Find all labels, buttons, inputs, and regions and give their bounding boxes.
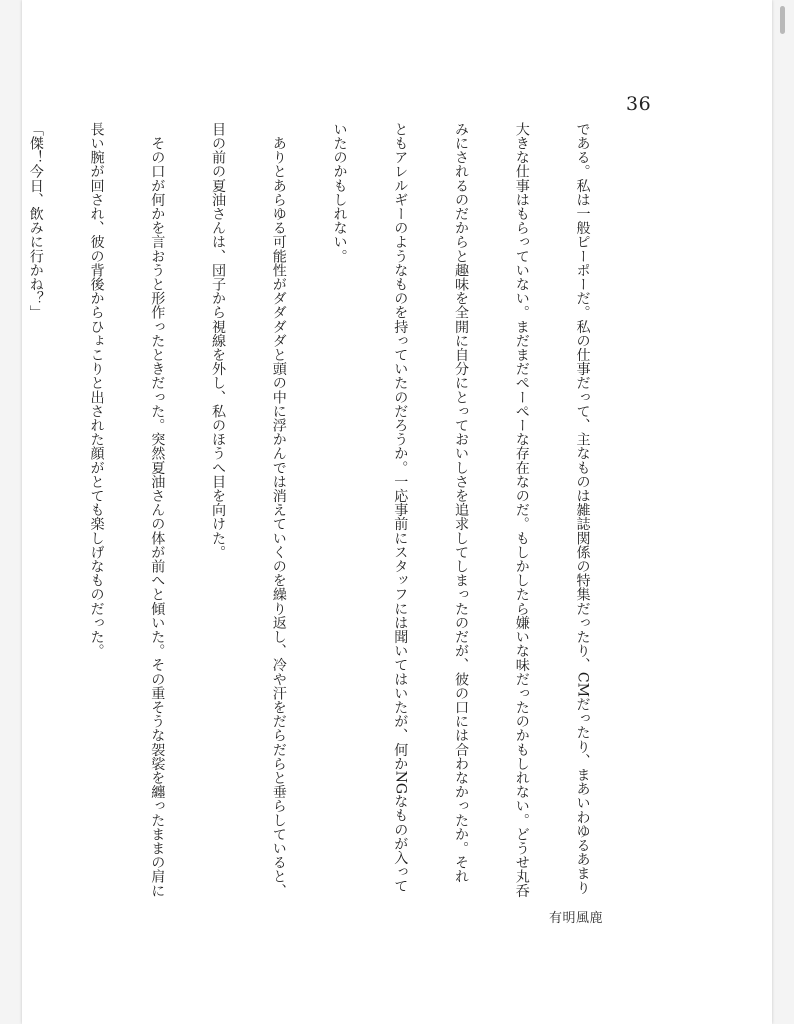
text-line: 大きな仕事はもらっていない。まだまだぺーぺーな存在なのだ。もしかしたら嫌いな味だったのかもしれない。どうせ丸呑 <box>513 122 530 898</box>
scrollbar[interactable] <box>780 0 786 1024</box>
author-name: 有明風鹿 <box>549 911 604 926</box>
text-line: いたのかもしれない。 <box>331 122 348 263</box>
text-line: みにされるのだからと趣味を全開に自分にとっておいしさを追求してしまったのだが、彼の口には合わなかったか。それ <box>453 122 469 884</box>
text-line: 長い腕が回され、彼の背後からひょこりと出された顔がとても楽しげなものだった。 <box>88 122 105 658</box>
page-number: 36 <box>626 93 652 115</box>
vertical-body-text <box>27 122 633 902</box>
text-line: ともアレルギーのようなものを持っていたのだろうか。一応事前にスタッフには聞いてはいたが、何かNGなものが入って <box>392 122 409 893</box>
text-line: である。私は一般ピーポーだ。私の仕事だって、主なものは雑誌関係の特集だったり、CMだったり、まあいわゆるあまり <box>574 122 591 895</box>
text-line: その口が何かを言おうと形作ったときだった。突然夏油さんの体が前へと傾いた。その重そうな袈裟を纏ったままの肩に <box>149 122 166 898</box>
text-line: 目の前の夏油さんは、団子から視線を外し、私のほうへ目を向けた。 <box>210 122 226 560</box>
book-page <box>22 0 772 1024</box>
text-line: ありとあらゆる可能性がダダダダと頭の中に浮かんでは消えていくのを繰り返し、冷や汗をだらだらと垂らしていると、 <box>270 122 287 898</box>
scrollbar-thumb[interactable] <box>780 6 785 34</box>
dialogue-line: 「傑！今日、飲みに行かね？」 <box>27 122 44 320</box>
